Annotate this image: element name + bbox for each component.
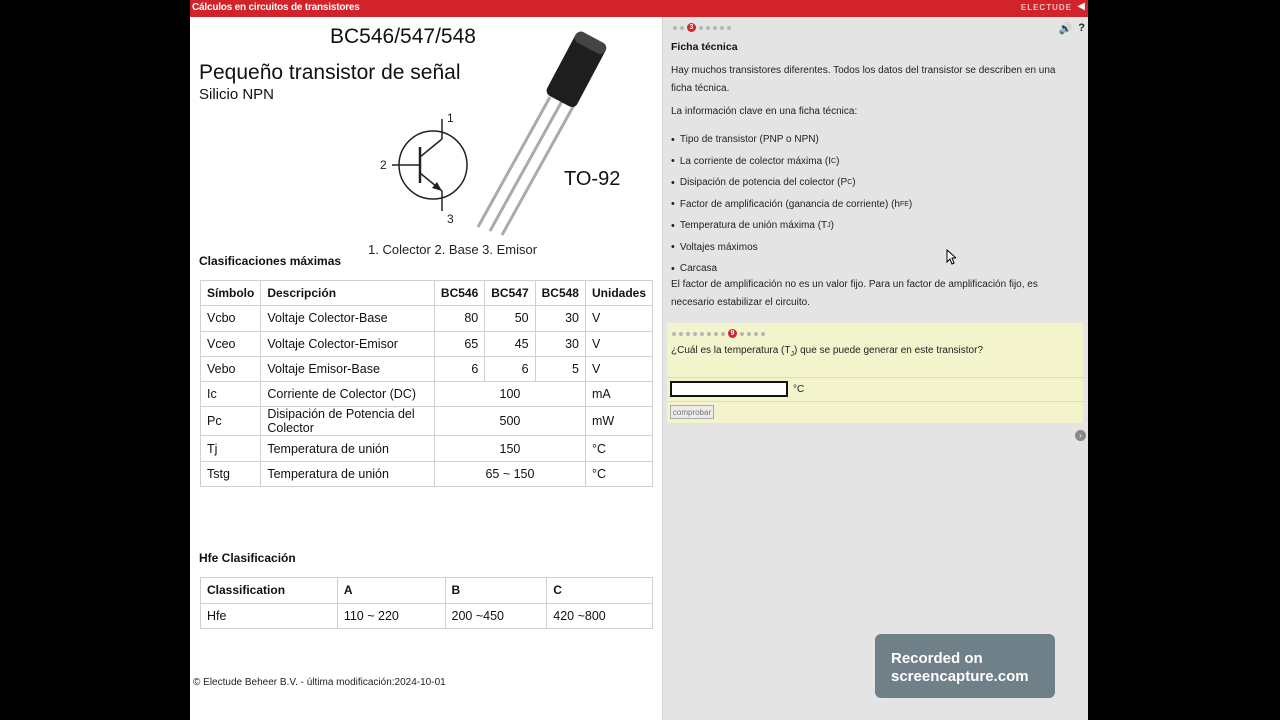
table-row bbox=[201, 436, 653, 461]
table-cell: Vcbo bbox=[201, 306, 261, 331]
table-cell: Voltaje Emisor-Base bbox=[261, 356, 435, 381]
list-item: • Factor de amplificación (ganancia de corriente) (h FE ) bbox=[671, 194, 912, 216]
table-row bbox=[201, 331, 653, 356]
table-cell: 5 bbox=[535, 356, 585, 381]
quiz-block bbox=[667, 323, 1083, 423]
question-dot[interactable] bbox=[714, 332, 718, 336]
table-cell: 30 bbox=[535, 331, 585, 356]
pin-caption: 1. Colector 2. Base 3. Emisor bbox=[368, 242, 538, 257]
mouse-cursor-icon bbox=[946, 249, 956, 265]
watermark-line-1: Recorded on bbox=[891, 650, 983, 667]
table-cell: 65 ~ 150 bbox=[434, 461, 585, 486]
column-header: Símbolo bbox=[201, 281, 261, 306]
list-item: • Temperatura de unión máxima (T J ) bbox=[671, 215, 912, 237]
help-icon[interactable]: ? bbox=[1078, 22, 1085, 34]
list-item: • Voltajes máximos bbox=[671, 237, 912, 259]
speaker-icon[interactable]: 🔊 bbox=[1058, 23, 1073, 35]
hfe-table bbox=[200, 577, 653, 629]
list-item: • Disipación de potencia del colector (P C ) bbox=[671, 172, 912, 194]
pin-3-label: 3 bbox=[447, 212, 454, 226]
note-text: El factor de amplificación no es un valor fijo. Para un factor de amplificación fijo, es necesario estabilizar el circuito. bbox=[671, 279, 1038, 308]
panel-tools bbox=[1059, 22, 1085, 35]
table-cell: 200 ~450 bbox=[445, 603, 547, 629]
page-dot[interactable] bbox=[673, 26, 677, 30]
table-row bbox=[201, 461, 653, 486]
table-cell: 30 bbox=[535, 306, 585, 331]
watermark-line-2: screencapture.com bbox=[891, 668, 1029, 685]
table-row bbox=[201, 356, 653, 381]
package-label: TO-92 bbox=[564, 168, 621, 190]
question-dot[interactable] bbox=[761, 332, 765, 336]
table-cell: Voltaje Colector-Emisor bbox=[261, 331, 435, 356]
to92-package-icon bbox=[470, 27, 610, 237]
key-info-list bbox=[671, 129, 912, 280]
table-cell: Pc bbox=[201, 407, 261, 436]
recording-watermark bbox=[875, 634, 1055, 698]
table-cell: 6 bbox=[485, 356, 535, 381]
page-dot[interactable] bbox=[713, 26, 717, 30]
answer-unit: °C bbox=[793, 384, 805, 395]
max-ratings-table bbox=[200, 280, 653, 487]
table-cell: Ic bbox=[201, 382, 261, 407]
table-header-row bbox=[201, 281, 653, 306]
question-dot[interactable] bbox=[707, 332, 711, 336]
column-header: A bbox=[337, 578, 445, 604]
table-cell: V bbox=[585, 356, 652, 381]
question-dot[interactable] bbox=[721, 332, 725, 336]
question-dot[interactable] bbox=[679, 332, 683, 336]
table-row bbox=[201, 603, 653, 629]
table-cell: 100 bbox=[434, 382, 585, 407]
hfe-heading: Hfe Clasificación bbox=[199, 551, 296, 565]
table-cell: mA bbox=[585, 382, 652, 407]
table-row bbox=[201, 306, 653, 331]
section-heading: Ficha técnica bbox=[671, 41, 738, 53]
pin-1-label: 1 bbox=[447, 111, 454, 125]
collapse-icon[interactable]: ◀ bbox=[1077, 1, 1085, 12]
max-ratings-heading: Clasificaciones máximas bbox=[199, 254, 342, 268]
answer-input[interactable] bbox=[670, 381, 788, 397]
column-header: Descripción bbox=[261, 281, 435, 306]
table-cell: V bbox=[585, 331, 652, 356]
page-progress-dots bbox=[673, 23, 731, 32]
divider bbox=[667, 401, 1083, 402]
table-cell: Disipación de Potencia del Colector bbox=[261, 407, 435, 436]
lesson-title: Cálculos en circuitos de transistores bbox=[192, 2, 360, 13]
column-header: Classification bbox=[201, 578, 338, 604]
table-cell: Temperatura de unión bbox=[261, 461, 435, 486]
part-number: BC546/547/548 bbox=[330, 25, 476, 48]
title-bar bbox=[190, 0, 1088, 17]
column-header: BC547 bbox=[485, 281, 535, 306]
key-info-label: La información clave en una ficha técnica: bbox=[671, 106, 858, 117]
table-header-row bbox=[201, 578, 653, 604]
intro-text: Hay muchos transistores diferentes. Todos los datos del transistor se describen en una ficha técnica. bbox=[671, 65, 1056, 94]
datasheet-pane bbox=[190, 17, 662, 720]
table-cell: 80 bbox=[434, 306, 484, 331]
question-dot[interactable] bbox=[693, 332, 697, 336]
table-cell: 500 bbox=[434, 407, 585, 436]
table-cell: Voltaje Colector-Base bbox=[261, 306, 435, 331]
table-cell: Hfe bbox=[201, 603, 338, 629]
brand-logo: ELECTUDE bbox=[1020, 3, 1072, 12]
question-dot[interactable] bbox=[700, 332, 704, 336]
lesson-panel bbox=[662, 17, 1088, 720]
column-header: C bbox=[547, 578, 653, 604]
page-dot[interactable] bbox=[680, 26, 684, 30]
page-dot[interactable] bbox=[699, 26, 703, 30]
question-dot[interactable] bbox=[686, 332, 690, 336]
table-cell: mW bbox=[585, 407, 652, 436]
question-dot[interactable] bbox=[740, 332, 744, 336]
table-cell: Vceo bbox=[201, 331, 261, 356]
npn-symbol-icon bbox=[380, 109, 480, 229]
question-dot[interactable] bbox=[672, 332, 676, 336]
list-item: • Tipo de transistor (PNP o NPN) bbox=[671, 129, 912, 151]
table-cell: 110 ~ 220 bbox=[337, 603, 445, 629]
divider bbox=[667, 377, 1083, 378]
question-progress-dots bbox=[672, 329, 765, 338]
datasheet-subtitle: Silicio NPN bbox=[199, 86, 275, 103]
table-cell: 150 bbox=[434, 436, 585, 461]
question-dot[interactable] bbox=[747, 332, 751, 336]
question-dot-active[interactable]: 9 bbox=[728, 329, 737, 338]
list-item: • Carcasa bbox=[671, 258, 912, 280]
table-row bbox=[201, 407, 653, 436]
table-cell: 45 bbox=[485, 331, 535, 356]
table-cell: Corriente de Colector (DC) bbox=[261, 382, 435, 407]
table-cell: 65 bbox=[434, 331, 484, 356]
table-cell: 50 bbox=[485, 306, 535, 331]
question-dot[interactable] bbox=[754, 332, 758, 336]
column-header: BC546 bbox=[434, 281, 484, 306]
table-cell: 6 bbox=[434, 356, 484, 381]
table-cell: Tj bbox=[201, 436, 261, 461]
app-window bbox=[190, 0, 1088, 720]
page-dot[interactable] bbox=[706, 26, 710, 30]
datasheet-title: Pequeño transistor de señal bbox=[199, 61, 461, 84]
page-dot-active[interactable]: 3 bbox=[687, 23, 696, 32]
table-cell: Tstg bbox=[201, 461, 261, 486]
list-item: • La corriente de colector máxima (I C ) bbox=[671, 151, 912, 173]
table-row bbox=[201, 382, 653, 407]
copyright-footer: © Electude Beheer B.V. - última modificación:2024-10-01 bbox=[193, 677, 446, 688]
table-cell: Vebo bbox=[201, 356, 261, 381]
column-header: B bbox=[445, 578, 547, 604]
next-arrow-icon[interactable]: › bbox=[1075, 430, 1086, 441]
page-dot[interactable] bbox=[720, 26, 724, 30]
table-cell: Temperatura de unión bbox=[261, 436, 435, 461]
question-text: ¿Cuál es la temperatura $(T_J)$ que se puede generar en este transistor? bbox=[671, 345, 984, 358]
pin-2-label: 2 bbox=[380, 158, 387, 172]
column-header: BC548 bbox=[535, 281, 585, 306]
table-cell: °C bbox=[585, 461, 652, 486]
check-button[interactable]: comprobar bbox=[670, 405, 714, 419]
page-dot[interactable] bbox=[727, 26, 731, 30]
table-cell: 420 ~800 bbox=[547, 603, 653, 629]
column-header: Unidades bbox=[585, 281, 652, 306]
table-cell: °C bbox=[585, 436, 652, 461]
table-cell: V bbox=[585, 306, 652, 331]
